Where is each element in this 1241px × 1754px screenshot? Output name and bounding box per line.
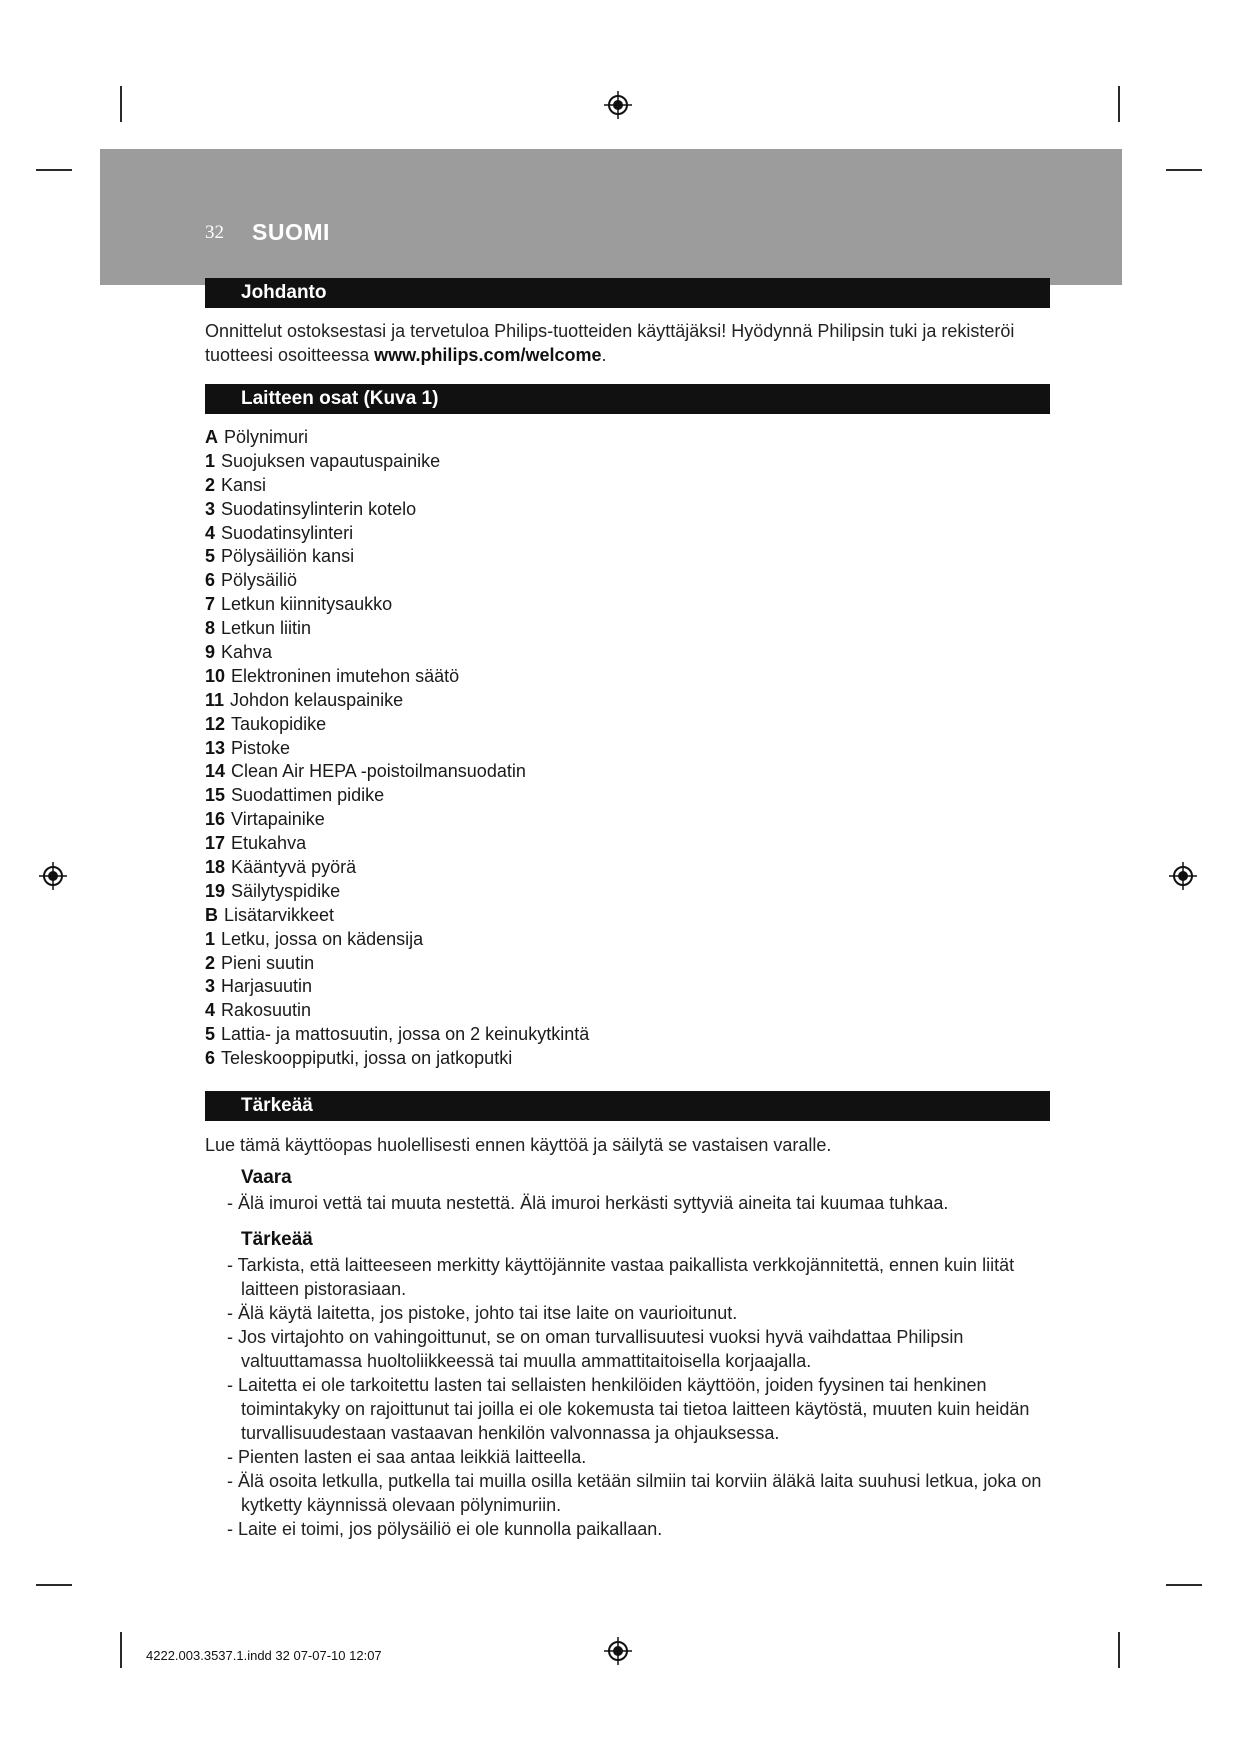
danger-list xyxy=(216,1191,1056,1215)
crop-mark xyxy=(36,1584,72,1586)
list-item: - Laitetta ei ole tarkoitettu lasten tai sellaisten henkilöiden käyttöön, joiden fyysinen tai henkinen toimintakyky on rajoittunut tai joilla ei ole kokemusta tai tietoa laitteen käytöstä, muuten kuin heidän turvallisuudestaan vastaavan henkilön valvonnassa ja ohjauksessa. xyxy=(216,1373,1056,1445)
list-item: 18 Kääntyvä pyörä xyxy=(205,857,357,878)
list-item: 1 Suojuksen vapautuspainike xyxy=(205,450,441,471)
important-list xyxy=(216,1253,1056,1541)
list-item: 3 Harjasuutin xyxy=(205,976,313,997)
registration-mark-icon xyxy=(1168,861,1198,891)
intro-end: . xyxy=(601,345,607,365)
list-item: - Tarkista, että laitteeseen merkitty käyttöjännite vastaa paikallista verkkojännitettä, ennen kuin liität laitteen pistorasiaan. xyxy=(216,1253,1056,1301)
parts-list xyxy=(205,426,589,1071)
list-item: - Pienten lasten ei saa antaa leikkiä laitteella. xyxy=(216,1445,1056,1469)
list-item: 17 Etukahva xyxy=(205,833,307,854)
list-item: 6 Pölysäiliö xyxy=(205,570,298,591)
file-info: 4222.003.3537.1.indd 32 07-07-10 12:07 xyxy=(146,1648,382,1663)
crop-mark xyxy=(36,169,72,171)
list-item: 3 Suodatinsylinterin kotelo xyxy=(205,498,417,519)
page-number: 32 xyxy=(205,222,224,243)
list-item: 4 Rakosuutin xyxy=(205,1000,312,1021)
list-item: 12 Taukopidike xyxy=(205,713,327,734)
list-item: 9 Kahva xyxy=(205,642,273,663)
intro-text: Onnittelut ostoksestasi ja tervetuloa Philips-tuotteiden käyttäjäksi! Hyödynnä Philipsin tuki ja rekisteröi tuotteesi osoitteessa xyxy=(205,321,1015,365)
registration-mark-icon xyxy=(603,1636,633,1666)
crop-mark xyxy=(1166,169,1202,171)
list-item: 19 Säilytyspidike xyxy=(205,880,341,901)
header-band xyxy=(100,149,1122,285)
list-item: 13 Pistoke xyxy=(205,737,291,758)
list-item: 2 Kansi xyxy=(205,474,267,495)
crop-mark xyxy=(120,86,122,122)
list-item: 15 Suodattimen pidike xyxy=(205,785,385,806)
registration-mark-icon xyxy=(603,90,633,120)
list-item: 7 Letkun kiinnitysaukko xyxy=(205,594,393,615)
crop-mark xyxy=(1118,1632,1120,1668)
important-heading: Tärkeää xyxy=(241,1229,313,1250)
list-item: - Älä imuroi vettä tai muuta nestettä. Älä imuroi herkästi syttyviä aineita tai kuumaa tuhkaa. xyxy=(216,1191,1056,1215)
list-item: 14 Clean Air HEPA -poistoilmansuodatin xyxy=(205,761,526,782)
list-item: - Laite ei toimi, jos pölysäiliö ei ole kunnolla paikallaan. xyxy=(216,1517,1056,1541)
crop-mark xyxy=(1118,86,1120,122)
list-item: 4 Suodatinsylinteri xyxy=(205,522,354,543)
list-item: B Lisätarvikkeet xyxy=(205,904,335,925)
list-item: 2 Pieni suutin xyxy=(205,952,315,973)
section-heading-intro: Johdanto xyxy=(205,278,1050,308)
language-title: SUOMI xyxy=(252,219,330,245)
list-item: 10 Elektroninen imutehon säätö xyxy=(205,665,460,686)
registration-mark-icon xyxy=(38,861,68,891)
philips-url: www.philips.com/welcome xyxy=(374,345,602,365)
list-item: - Jos virtajohto on vahingoittunut, se on oman turvallisuutesi vuoksi hyvä vaihdattaa Philipsin valtuuttamassa huoltoliikkeessä tai muulla ammattitaitoisella korjaajalla. xyxy=(216,1325,1056,1373)
list-item: 16 Virtapainike xyxy=(205,809,325,830)
list-item: 11 Johdon kelauspainike xyxy=(205,689,404,710)
crop-mark xyxy=(120,1632,122,1668)
crop-mark xyxy=(1166,1584,1202,1586)
section-heading-parts: Laitteen osat (Kuva 1) xyxy=(205,384,1050,414)
list-item: 5 Pölysäiliön kansi xyxy=(205,546,355,567)
list-item: - Älä osoita letkulla, putkella tai muilla osilla ketään silmiin tai korviin äläkä laita suuhusi letkua, joka on kytketty käynnissä olevaan pölynimuriin. xyxy=(216,1469,1056,1517)
list-item: 8 Letkun liitin xyxy=(205,618,312,639)
list-item: 6 Teleskooppiputki, jossa on jatkoputki xyxy=(205,1048,513,1069)
list-item: - Älä käytä laitetta, jos pistoke, johto tai itse laite on vaurioitunut. xyxy=(216,1301,1056,1325)
list-item: 1 Letku, jossa on kädensija xyxy=(205,928,424,949)
intro-paragraph xyxy=(205,319,1055,367)
list-item: A Pölynimuri xyxy=(205,427,309,447)
section-heading-important: Tärkeää xyxy=(205,1091,1050,1121)
important-intro: Lue tämä käyttöopas huolellisesti ennen käyttöä ja säilytä se vastaisen varalle. xyxy=(205,1135,832,1155)
list-item: 5 Lattia- ja mattosuutin, jossa on 2 keinukytkintä xyxy=(205,1024,590,1045)
danger-heading: Vaara xyxy=(241,1167,292,1188)
